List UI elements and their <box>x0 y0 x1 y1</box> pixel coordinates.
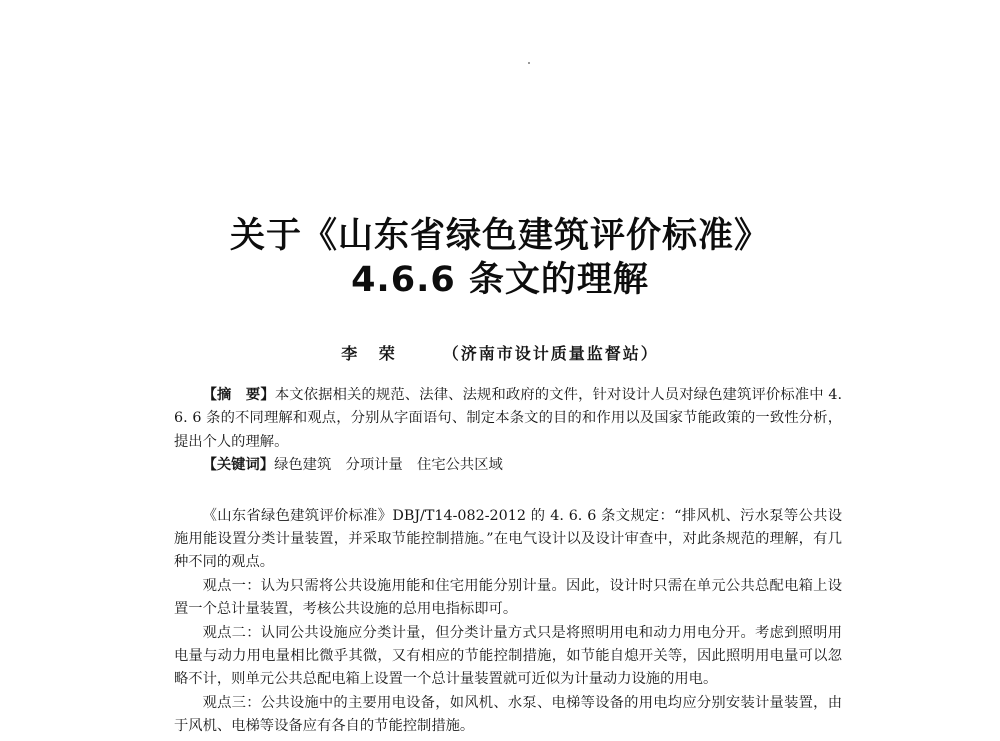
keywords-text: 绿色建筑 分项计量 住宅公共区域 <box>274 457 503 474</box>
paper-title-line1: 关于《山东省绿色建筑评价标准》 <box>229 216 770 256</box>
author-line <box>0 341 1000 364</box>
scan-speck <box>528 62 530 64</box>
body-paragraph-3: 观点二：认同公共设施应分类计量，但分类计量方式只是将照明用电和动力用电分开。考虑到照明用电量与动力用电量相比微乎其微，又有相应的节能控制措施，如节能自熄开关等，因此照明用电量可以忽略不计，则单元公共总配电箱上设置一个总计量装置就可近似为计量动力设施的用电。 <box>174 624 842 688</box>
body-paragraph-1: 《山东省绿色建筑评价标准》DBJ/T14-082-2012 的 4. 6. 6 条文规定：“排风机、污水泵等公共设施用能设置分类计量装置，并采取节能控制措施。”在电气设计以及设计审查中，对此条规范的理解，有几种不同的观点。 <box>174 507 842 571</box>
keywords <box>174 454 842 477</box>
paper-body <box>174 384 842 739</box>
keywords-label: 【关键词】 <box>202 457 275 474</box>
body-paragraph-2: 观点一：认为只需将公共设施用能和住宅用能分别计量。因此，设计时只需在单元公共总配电箱上设置一个总计量装置，考核公共设施的总用电指标即可。 <box>174 577 842 618</box>
abstract-label: 【摘 要】 <box>202 387 275 403</box>
author-name: 李 荣 <box>341 344 403 363</box>
abstract <box>174 384 842 454</box>
author-affiliation: （济南市设计质量监督站） <box>442 344 659 363</box>
body-paragraph-4: 观点三：公共设施中的主要用电设备，如风机、水泵、电梯等设备的用电均应分别安装计量装置，由于风机、电梯等设备应有各自的节能控制措施。 <box>174 694 842 735</box>
paper-title-line2: 4.6.6 条文的理解 <box>351 260 649 300</box>
abstract-text: 本文依据相关的规范、法律、法规和政府的文件，针对设计人员对绿色建筑评价标准中 4. 6. 6 条的不同理解和观点，分别从字面语句、制定本条文的目的和作用以及国家节能政策的一致性分析，提出个人的理解。 <box>174 387 842 450</box>
